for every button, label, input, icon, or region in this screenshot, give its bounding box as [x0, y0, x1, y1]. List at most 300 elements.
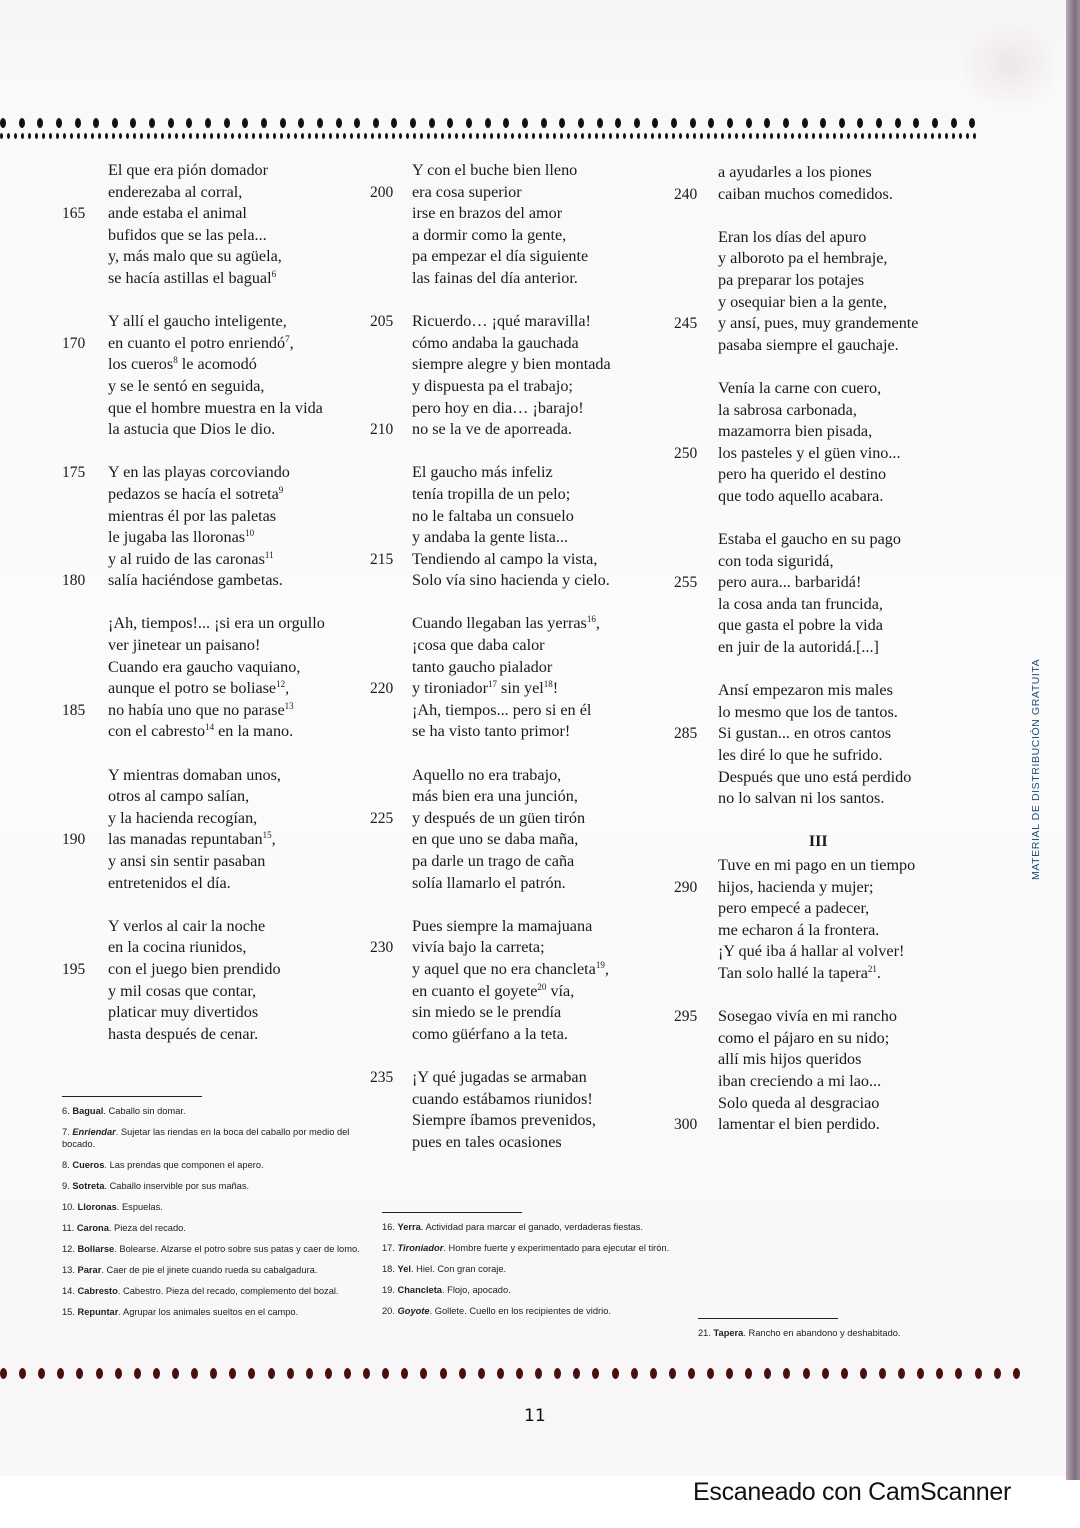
- dot-ornament: [735, 133, 738, 139]
- verse-line: [108, 311, 325, 333]
- verse-text: y andaba la gente lista...: [412, 528, 568, 547]
- verse-text: le acomodó: [177, 355, 257, 374]
- verse-line: [718, 745, 919, 767]
- page-number: 11: [524, 1406, 546, 1426]
- dot-ornament: [707, 133, 710, 139]
- dot-ornament: [770, 133, 773, 139]
- verse-text: Siempre íbamos prevenidos,: [412, 1111, 596, 1130]
- dot-ornament: [518, 133, 521, 139]
- dot-ornament: [879, 1368, 886, 1379]
- footnote-definition: Agrupar los animales sueltos en el campo.: [123, 1307, 299, 1317]
- dot-ornament: [973, 133, 976, 139]
- dot-ornament: [1013, 1368, 1020, 1379]
- dot-ornament: [268, 1368, 275, 1379]
- dot-ornament: [690, 118, 696, 128]
- dot-ornament: [344, 1368, 351, 1379]
- footnote-ref: 17: [487, 679, 497, 690]
- verse-text: y osequiar bien a la gente,: [718, 292, 888, 311]
- dot-ornament: [0, 1368, 7, 1379]
- verse-line: [108, 873, 325, 895]
- verse-text: sin yel: [496, 679, 544, 698]
- verse-text: pero aura... barbaridá!: [718, 573, 862, 592]
- verse-line: [370, 678, 611, 700]
- verse-text: no había uno que no parase: [108, 700, 285, 719]
- dot-ornament: [429, 118, 435, 128]
- dot-ornament: [826, 133, 829, 139]
- verse-text: ¡Y qué iba á hallar al volver!: [718, 942, 905, 961]
- dot-ornament: [955, 1368, 962, 1379]
- verse-text: hasta después de cenar.: [108, 1024, 259, 1043]
- dot-ornament: [186, 118, 192, 128]
- verse-text: en la cocina riunidos,: [108, 938, 247, 957]
- dot-ornament: [378, 133, 381, 139]
- dot-ornament: [868, 133, 871, 139]
- dot-ornament: [420, 133, 423, 139]
- verse-text: ,: [285, 679, 290, 698]
- footnote: 8. Cueros. Las prendas que componen el apero.: [62, 1160, 264, 1170]
- stanza: [370, 1067, 611, 1153]
- verse-line: [674, 877, 919, 899]
- footnote-number: 9.: [62, 1181, 70, 1191]
- dot-ornament: [634, 118, 640, 128]
- verse-text: ¡Y qué jugadas se armaban: [412, 1067, 587, 1086]
- dot-ornament: [783, 1368, 790, 1379]
- footnote: 18. Yel. Hiel. Con gran coraje.: [382, 1264, 507, 1274]
- dot-ornament: [539, 133, 542, 139]
- verse-text: Pues siempre la mamajuana: [412, 916, 593, 935]
- footnote-definition: Cabestro. Pieza del recado, complemento del bozal.: [123, 1286, 339, 1296]
- verse-text: era cosa superior: [412, 182, 522, 201]
- footnote: 20. Goyote. Gollete. Cuello en los recipientes de vidrio.: [382, 1306, 611, 1316]
- verse-line: [718, 378, 919, 400]
- verse-text: y alboroto pa el hembraje,: [718, 249, 888, 268]
- dot-ornament: [669, 1368, 676, 1379]
- dot-ornament: [229, 1368, 236, 1379]
- verse-text: Si gustan... en otros cantos: [718, 724, 892, 743]
- dot-ornament: [447, 118, 453, 128]
- dot-ornament: [261, 118, 267, 128]
- verse-line: [718, 335, 919, 357]
- verse-line: [718, 594, 919, 616]
- verse-text: Y mientras domaban unos,: [108, 765, 281, 784]
- dot-ornament: [357, 133, 360, 139]
- footnote-term: Lloronas: [77, 1202, 117, 1212]
- verse-line: [108, 657, 325, 679]
- stanza: [674, 680, 919, 810]
- verse-text: vivía bajo la carreta;: [412, 938, 545, 957]
- footnote-number: 13.: [62, 1265, 75, 1275]
- verse-line: [370, 311, 611, 333]
- dot-ornament: [248, 1368, 255, 1379]
- verse-text: se hacía astillas el bagual: [108, 268, 272, 287]
- dot-ornament: [133, 133, 136, 139]
- verse-line-number: 300: [674, 1116, 698, 1134]
- dot-ornament: [182, 133, 185, 139]
- verse-line: [108, 635, 325, 657]
- verse-text: no lo salvan ni los santos.: [718, 789, 885, 808]
- verse-line: [718, 941, 919, 963]
- verse-text: solía llamarlo el patrón.: [412, 873, 566, 892]
- dot-ornament: [19, 118, 25, 128]
- verse-line: [108, 246, 325, 268]
- dot-ornament: [532, 133, 535, 139]
- footnote-ref: 8: [173, 355, 178, 366]
- footnote-ref: 18: [543, 679, 553, 690]
- verse-text: la sabrosa carbonada,: [718, 400, 857, 419]
- verse-text: ¡Ah, tiempos!... ¡si era un orgullo: [108, 614, 325, 633]
- dot-ornament: [802, 118, 808, 128]
- verse-line: [62, 203, 325, 225]
- verse-line: [62, 333, 325, 355]
- dot-ornament: [399, 133, 402, 139]
- bleed-through-shadow: [960, 20, 1060, 110]
- verse-line: [412, 203, 611, 225]
- dot-ornament: [791, 133, 794, 139]
- verse-line: [412, 981, 611, 1003]
- dot-ornament: [391, 118, 397, 128]
- dot-ornament: [245, 133, 248, 139]
- dot-ornament: [833, 133, 836, 139]
- footnote: 11. Carona. Pieza del recado.: [62, 1223, 186, 1233]
- dot-ornament: [0, 118, 6, 128]
- dot-ornament: [7, 133, 10, 139]
- verse-text: Eran los días del apuro: [718, 227, 867, 246]
- verse-text: Y en las playas corcoviando: [108, 463, 290, 482]
- verse-text: iban creciendo a mi lao...: [718, 1071, 882, 1090]
- footnote: 16. Yerra. Actividad para marcar el ganado, verdaderas fiestas.: [382, 1222, 644, 1232]
- footnote-separator: [698, 1318, 838, 1319]
- dot-ornament: [373, 118, 379, 128]
- dot-ornament: [75, 118, 81, 128]
- dot-ornament: [441, 133, 444, 139]
- footnote-definition: Flojo, apocado.: [447, 1285, 511, 1295]
- verse-line: [108, 549, 325, 571]
- dot-ornament: [783, 118, 789, 128]
- verse-text: les diré lo que he sufrido.: [718, 746, 883, 765]
- verse-text: no se la ve de aporreada.: [412, 420, 572, 439]
- poem-column-right: [674, 162, 919, 1157]
- verse-text: salía haciéndose gambetas.: [108, 571, 283, 590]
- verse-text: Y allí el gaucho inteligente,: [108, 312, 287, 331]
- dot-ornament: [553, 133, 556, 139]
- dot-ornament: [658, 133, 661, 139]
- verse-text: a dormir como la gente,: [412, 225, 567, 244]
- dot-ornament: [597, 118, 603, 128]
- verse-line: [108, 225, 325, 247]
- dot-ornament: [615, 118, 621, 128]
- verse-text: pa darle un trago de caña: [412, 852, 575, 870]
- verse-line-number: 165: [62, 205, 86, 223]
- dot-ornament: [280, 133, 283, 139]
- dot-ornament: [476, 133, 479, 139]
- verse-line-number: 175: [62, 464, 86, 482]
- verse-text: bufidos que se las pela...: [108, 225, 267, 244]
- verse-text: Tan solo hallé la tapera: [718, 963, 868, 982]
- dot-ornament: [242, 118, 248, 128]
- verse-text: hijos, hacienda y mujer;: [718, 877, 874, 896]
- dot-ornament: [401, 1368, 408, 1379]
- dot-ornament: [686, 133, 689, 139]
- dot-ornament: [287, 133, 290, 139]
- verse-text: Venía la carne con cuero,: [718, 378, 882, 397]
- stanza: [674, 1006, 919, 1136]
- dot-ornament: [688, 1368, 695, 1379]
- dot-ornament: [315, 133, 318, 139]
- verse-line: [412, 1089, 611, 1111]
- verse-line-number: 190: [62, 831, 86, 849]
- dot-ornament: [478, 1368, 485, 1379]
- footnote-definition: Las prendas que componen el apero.: [109, 1160, 264, 1170]
- dot-ornament: [35, 133, 38, 139]
- verse-text: .: [876, 963, 881, 982]
- dot-ornament: [205, 118, 211, 128]
- verse-line: [674, 1006, 919, 1028]
- verse-text: cuando estábamos riunidos!: [412, 1089, 593, 1108]
- dot-ornament: [938, 133, 941, 139]
- dot-ornament: [112, 133, 115, 139]
- verse-line-number: 255: [674, 574, 698, 592]
- dot-ornament: [952, 133, 955, 139]
- dot-ornament: [630, 133, 633, 139]
- dot-ornament: [951, 118, 957, 128]
- verse-line: [108, 160, 325, 182]
- footnote-ref: 6: [271, 268, 277, 279]
- dot-ornament: [462, 133, 465, 139]
- verse-text: pedazos se hacía el sotreta: [108, 484, 279, 503]
- verse-text: y mil cosas que contar,: [108, 981, 257, 1000]
- verse-text: ver jinetear un paisano!: [108, 636, 261, 655]
- verse-line: [412, 786, 611, 808]
- dot-ornament: [559, 118, 565, 128]
- verse-text: lamentar el bien perdido.: [718, 1115, 880, 1134]
- verse-line: [108, 765, 325, 787]
- dot-ornament: [196, 133, 199, 139]
- dot-ornament: [945, 133, 948, 139]
- verse-text: y aquel que no era chancleta: [412, 959, 596, 978]
- verse-text: pues en tales ocasiones: [412, 1132, 562, 1151]
- dot-ornament: [616, 133, 619, 139]
- verse-line: [108, 527, 325, 549]
- top-decorative-dot-border-fine: [0, 133, 976, 141]
- dot-ornament: [727, 118, 733, 128]
- footnote-term: Tapera: [713, 1328, 744, 1338]
- verse-text: siempre alegre y bien montada: [412, 355, 611, 374]
- verse-line: [412, 721, 611, 743]
- dot-ornament: [238, 133, 241, 139]
- verse-line: [674, 184, 919, 206]
- footnote-number: 11.: [62, 1223, 75, 1233]
- verse-line: [718, 1071, 919, 1093]
- dot-ornament: [840, 133, 843, 139]
- verse-text: ande estaba el animal: [108, 204, 247, 223]
- dot-ornament: [637, 133, 640, 139]
- verse-line: [674, 572, 919, 594]
- stanza: [674, 831, 919, 984]
- stanza: [62, 462, 325, 592]
- stanza: [370, 311, 611, 441]
- verse-text: irse en brazos del amor: [412, 204, 563, 223]
- dot-ornament: [917, 133, 920, 139]
- verse-line: [674, 1114, 919, 1136]
- dot-ornament: [84, 133, 87, 139]
- verse-text: pero ha querido el destino: [718, 465, 887, 484]
- dot-ornament: [149, 118, 155, 128]
- verse-text: Ricuerdo… ¡qué maravilla!: [412, 312, 591, 331]
- verse-line: [108, 1024, 325, 1046]
- footnote-ref: 15: [262, 830, 272, 841]
- verse-text: que el hombre muestra en la vida: [108, 398, 323, 417]
- dot-ornament: [588, 133, 591, 139]
- dot-ornament: [153, 1368, 160, 1379]
- verse-line: [412, 873, 611, 895]
- verse-text: pasaba siempre el gauchaje.: [718, 335, 899, 354]
- dot-ornament: [504, 133, 507, 139]
- verse-line: [718, 702, 919, 724]
- verse-line: [412, 829, 611, 851]
- dot-ornament: [726, 1368, 733, 1379]
- verse-line: [412, 1002, 611, 1024]
- verse-line-number: 180: [62, 572, 86, 590]
- dot-ornament: [385, 133, 388, 139]
- verse-line: [674, 443, 919, 465]
- verse-line: [412, 484, 611, 506]
- dot-ornament: [317, 118, 323, 128]
- distribution-side-label: MATERIAL DE DISTRIBUCIÓN GRATUITA: [1030, 658, 1042, 880]
- dot-ornament: [21, 133, 24, 139]
- footnote-term: Yel: [397, 1264, 411, 1274]
- footnote-term: Tironiador: [397, 1243, 444, 1253]
- verse-text: me echaron á la frontera.: [718, 920, 880, 939]
- verse-line: [412, 527, 611, 549]
- footnote-term: Cabresto: [77, 1286, 118, 1296]
- verse-text: El gaucho más infeliz: [412, 463, 553, 482]
- dot-ornament: [882, 133, 885, 139]
- footnote-number: 21.: [698, 1328, 711, 1338]
- verse-line: [412, 765, 611, 787]
- dot-ornament: [168, 133, 171, 139]
- dot-ornament: [134, 1368, 141, 1379]
- footnote-number: 10.: [62, 1202, 75, 1212]
- dot-ornament: [280, 118, 286, 128]
- dot-ornament: [895, 118, 901, 128]
- dot-ornament: [273, 133, 276, 139]
- verse-line: [62, 959, 325, 981]
- verse-line: [718, 920, 919, 942]
- dot-ornament: [38, 1368, 45, 1379]
- verse-text: se ha visto tanto primor!: [412, 722, 571, 741]
- footnote-number: 8.: [62, 1160, 70, 1170]
- dot-ornament: [623, 133, 626, 139]
- dot-ornament: [554, 1368, 561, 1379]
- dot-ornament: [63, 133, 66, 139]
- verse-line-number: 235: [370, 1068, 394, 1086]
- verse-line: [370, 808, 611, 830]
- verse-text: y tironiador: [412, 679, 488, 698]
- footnote-ref: 16: [586, 614, 596, 625]
- verse-line: [108, 506, 325, 528]
- verse-line: [370, 937, 611, 959]
- dot-ornament: [392, 133, 395, 139]
- dot-ornament: [154, 133, 157, 139]
- verse-line: [718, 615, 919, 637]
- poem-column-left: [62, 160, 325, 1067]
- verse-line-number: 240: [674, 185, 698, 203]
- verse-line: [108, 937, 325, 959]
- dot-ornament: [93, 118, 99, 128]
- verse-text: Aquello no era trabajo,: [412, 765, 562, 784]
- dot-ornament: [764, 118, 770, 128]
- verse-text: Después que uno está perdido: [718, 767, 912, 786]
- dot-ornament: [42, 133, 45, 139]
- dot-ornament: [994, 1368, 1001, 1379]
- dot-ornament: [329, 133, 332, 139]
- footnote-number: 17.: [382, 1243, 395, 1253]
- verse-line-number: 210: [370, 421, 394, 439]
- footnotes-middle: [382, 1212, 672, 1326]
- verse-line-number: 225: [370, 809, 394, 827]
- verse-line: [718, 227, 919, 249]
- verse-line: [718, 400, 919, 422]
- dot-ornament: [671, 118, 677, 128]
- dot-ornament: [969, 118, 975, 128]
- dot-ornament: [812, 133, 815, 139]
- dot-ornament: [707, 1368, 714, 1379]
- footnote-ref: 9: [278, 484, 284, 495]
- footnote: 9. Sotreta. Caballo inservible por sus mañas.: [62, 1181, 250, 1191]
- footnote-number: 18.: [382, 1264, 395, 1274]
- dot-ornament: [336, 133, 339, 139]
- dot-ornament: [19, 1368, 26, 1379]
- dot-ornament: [434, 133, 437, 139]
- verse-line: [412, 959, 611, 981]
- verse-text: y dispuesta pa el trabajo;: [412, 376, 573, 395]
- verse-text: ¡Ah, tiempos... pero si en él: [412, 700, 592, 719]
- dot-ornament: [325, 1368, 332, 1379]
- dot-ornament: [210, 1368, 217, 1379]
- dot-ornament: [119, 133, 122, 139]
- dot-ornament: [745, 1368, 752, 1379]
- dot-ornament: [168, 118, 174, 128]
- dot-ornament: [847, 133, 850, 139]
- verse-line: [412, 225, 611, 247]
- verse-line: [412, 246, 611, 268]
- dot-ornament: [308, 133, 311, 139]
- footnote-ref: 19: [595, 959, 605, 970]
- dot-ornament: [224, 133, 227, 139]
- verse-line: [108, 981, 325, 1003]
- dot-ornament: [860, 1368, 867, 1379]
- dot-ornament: [298, 118, 304, 128]
- dot-ornament: [210, 133, 213, 139]
- footnote-definition: Caer de pie el jinete cuando rueda su cabalgadura.: [106, 1265, 318, 1275]
- dot-ornament: [798, 133, 801, 139]
- verse-text: caiban muchos comedidos.: [718, 184, 893, 203]
- dot-ornament: [140, 133, 143, 139]
- verse-line: [412, 376, 611, 398]
- dot-ornament: [413, 133, 416, 139]
- stanza: [370, 160, 611, 290]
- dot-ornament: [602, 133, 605, 139]
- verse-text: más bien era una junción,: [412, 787, 578, 806]
- dot-ornament: [112, 118, 118, 128]
- dot-ornament: [805, 133, 808, 139]
- verse-text: pa preparar los potajes: [718, 270, 865, 289]
- verse-text: en cuanto el goyete: [412, 981, 538, 1000]
- verse-text: los pasteles y el güen vino...: [718, 443, 901, 462]
- dot-ornament: [301, 133, 304, 139]
- verse-text: en que uno se daba maña,: [412, 830, 579, 849]
- dot-ornament: [364, 133, 367, 139]
